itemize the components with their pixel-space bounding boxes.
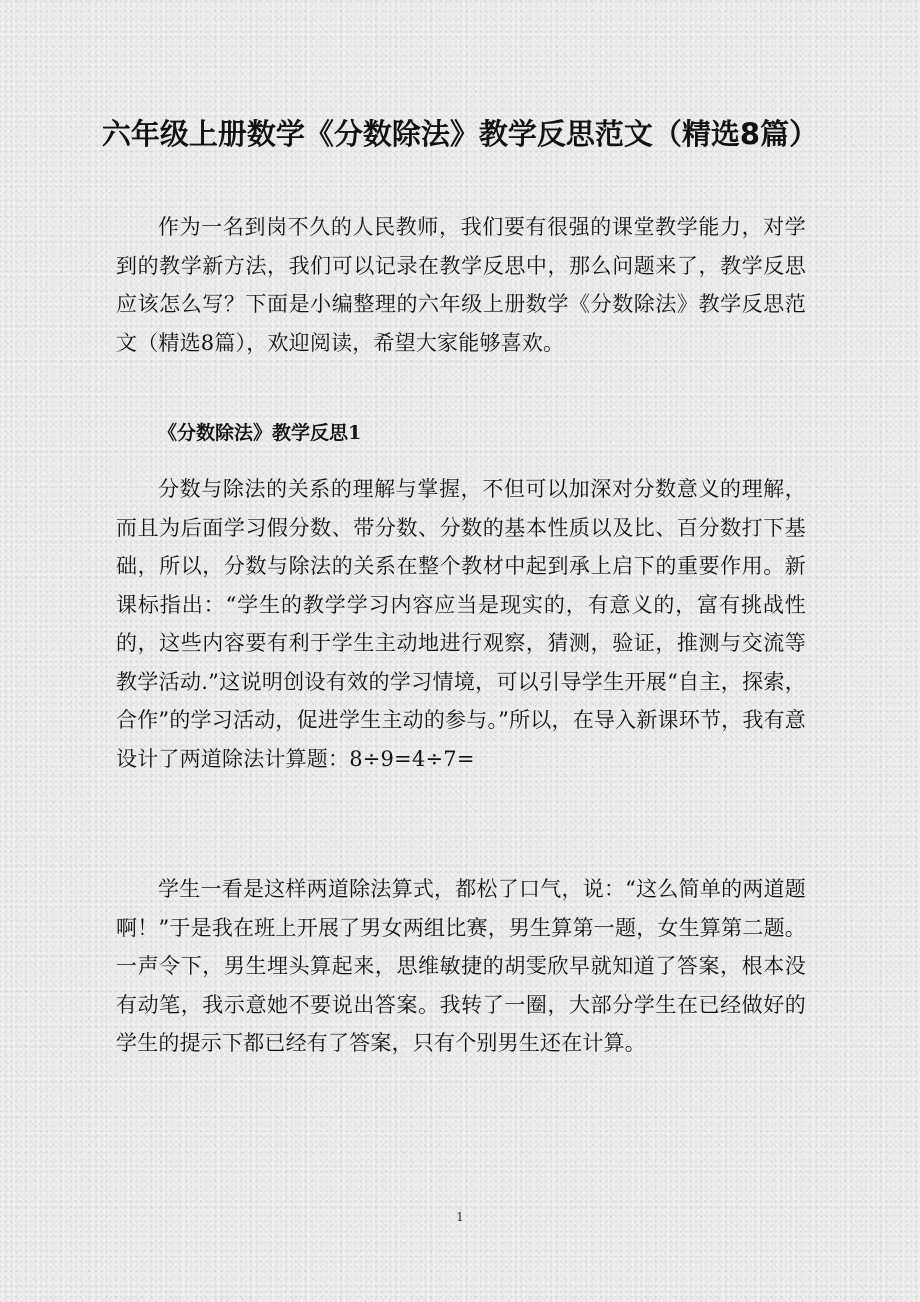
body-paragraph: 分数与除法的关系的理解与掌握，不但可以加深对分数意义的理解，而且为后面学习假分数、带分数、分数的基本性质以及比、百分数打下基础，所以，分数与除法的关系在整个教材中起到承上启下的重要作用。新课标指出：“学生的教学学习内容应当是现实的，有意义的，富有挑战性的，这些内容要有利于学生主动地进行观察，猜测，验证，推测与交流等教学活动.”这说明创设有效的学习情境，可以引导学生开展“自主，探索，合作”的学习活动，促进学生主动的参与。”所以，在导入新课环节，我有意设计了两道除法计算题：8÷9=4÷7= [116,477,806,771]
body-paragraph: 学生一看是这样两道除法算式，都松了口气，说：“这么简单的两道题啊！”于是我在班上开展了男女两组比赛，男生算第一题，女生算第二题。一声令下，男生埋头算起来，思维敏捷的胡雯欣早就知道了答案，根本没有动笔，我示意她不要说出答案。我转了一圈，大部分学生在已经做好的学生的提示下都已经有了答案，只有个别男生还在计算。 [116,877,806,1055]
page-number: 1 [456,1210,464,1224]
section-heading: 《分数除法》教学反思1 [158,422,362,444]
intro-paragraph: 作为一名到岗不久的人民教师，我们要有很强的课堂教学能力，对学到的教学新方法，我们可以记录在教学反思中，那么问题来了，教学反思应该怎么写？下面是小编整理的六年级上册数学《分数除法》教学反思范文（精选8篇），欢迎阅读，希望大家能够喜欢。 [116,215,806,355]
document-title: 六年级上册数学《分数除法》教学反思范文（精选8篇） [101,117,819,151]
